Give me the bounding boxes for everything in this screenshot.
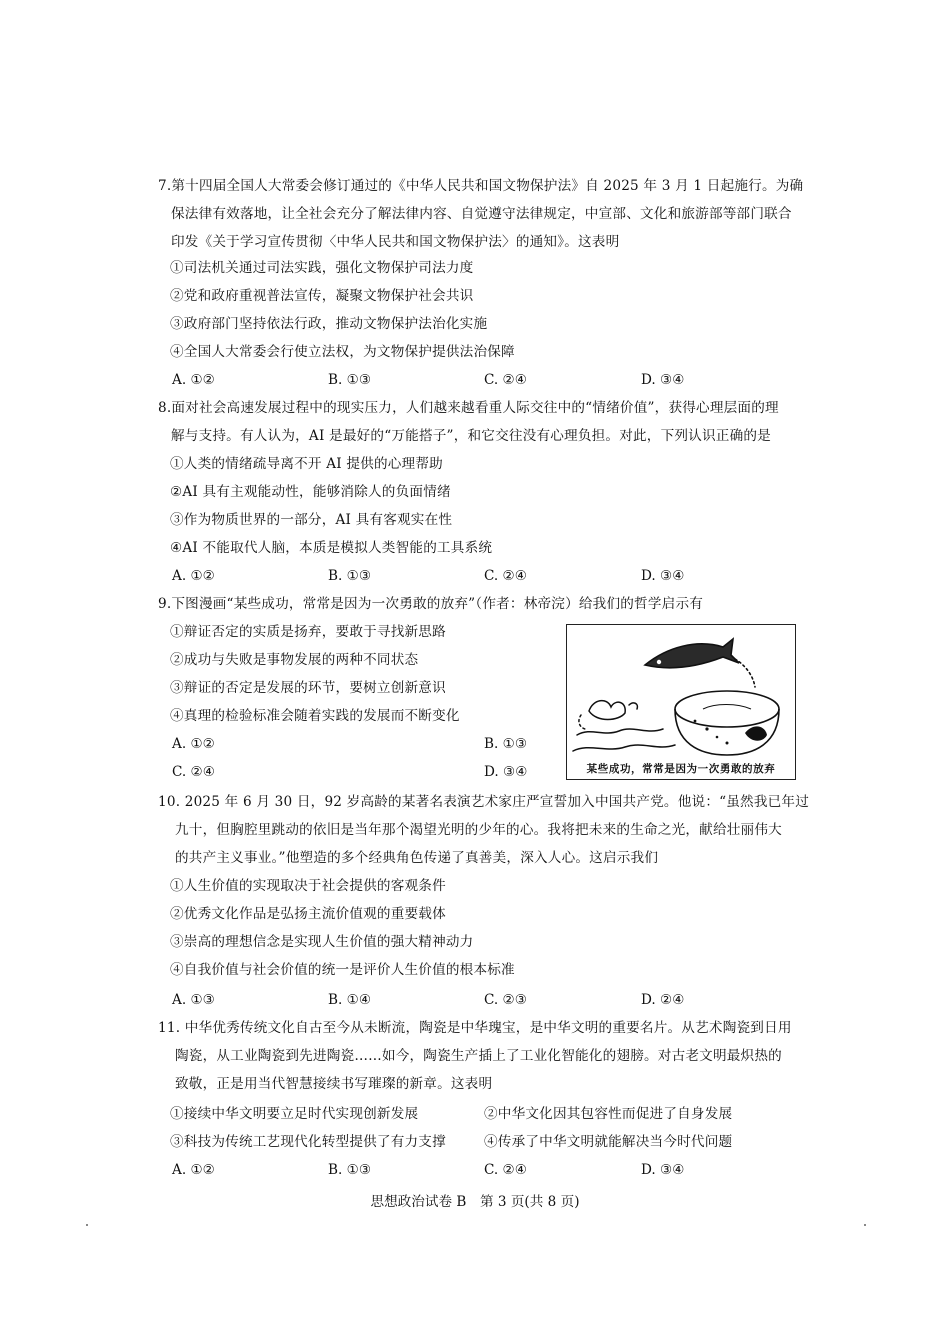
- q8-option-d: D. ③④: [641, 568, 685, 584]
- q10-item-1: ①人生价值的实现取决于社会提供的客观条件: [170, 878, 446, 894]
- q7-stem-line-3: 印发《关于学习宣传贯彻〈中华人民共和国文物保护法〉的通知》。这表明: [171, 234, 620, 250]
- q9-option-a: A. ①②: [172, 736, 215, 752]
- q11-item-2: ②中华文化因其包容性而促进了自身发展: [484, 1106, 733, 1122]
- q10-option-a: A. ①③: [172, 992, 215, 1008]
- scan-speck: [86, 1224, 88, 1226]
- q9-option-b: B. ①③: [484, 736, 528, 752]
- q8-option-a: A. ①②: [172, 568, 215, 584]
- q7-option-a: A. ①②: [172, 372, 215, 388]
- q9-option-d: D. ③④: [484, 764, 528, 780]
- q11-option-d: D. ③④: [641, 1162, 685, 1178]
- q10-item-4: ④自我价值与社会价值的统一是评价人生价值的根本标准: [170, 962, 515, 978]
- q7-item-4: ④全国人大常委会行使立法权，为文物保护提供法治保障: [170, 344, 515, 360]
- page-footer: 思想政治试卷 B 第 3 页(共 8 页): [370, 1194, 580, 1210]
- q7-item-2: ②党和政府重视普法宣传，凝聚文物保护社会共识: [170, 288, 474, 304]
- q10-item-2: ②优秀文化作品是弘扬主流价值观的重要载体: [170, 906, 446, 922]
- q7-stem-line-1: 7.第十四届全国人大常委会修订通过的《中华人民共和国文物保护法》自 2025 年 3 月 1 日起施行。为确: [158, 178, 804, 194]
- q8-item-4: ④AI 不能取代人脑，本质是模拟人类智能的工具系统: [170, 540, 493, 556]
- q11-item-4: ④传承了中华文明就能解决当今时代问题: [484, 1134, 733, 1150]
- q10-item-3: ③崇高的理想信念是实现人生价值的强大精神动力: [170, 934, 474, 950]
- q8-stem-line-2: 解与支持。有人认为，AI 是最好的“万能搭子”，和它交往没有心理负担。对此，下列认识正确的是: [171, 428, 771, 444]
- q8-item-1: ①人类的情绪疏导离不开 AI 提供的心理帮助: [170, 456, 443, 472]
- q11-option-c: C. ②④: [484, 1162, 527, 1178]
- q11-stem-line-2: 陶瓷，从工业陶瓷到先进陶瓷……如今，陶瓷生产插上了工业化智能化的翅膀。对古老文明最炽热的: [175, 1048, 782, 1064]
- q7-option-b: B. ①③: [328, 372, 372, 388]
- q10-stem-line-2: 九十，但胸腔里跳动的依旧是当年那个渴望光明的少年的心。我将把未来的生命之光，献给壮丽伟大: [175, 822, 782, 838]
- q10-option-b: B. ①④: [328, 992, 372, 1008]
- q7-option-c: C. ②④: [484, 372, 527, 388]
- q11-option-a: A. ①②: [172, 1162, 215, 1178]
- q8-option-b: B. ①③: [328, 568, 372, 584]
- cartoon-fish-bowl: [566, 624, 796, 780]
- q11-stem-line-3: 致敬，正是用当代智慧接续书写璀璨的新章。这表明: [175, 1076, 493, 1092]
- q11-stem-line-1: 11. 中华优秀传统文化自古至今从未断流，陶瓷是中华瑰宝，是中华文明的重要名片。从艺术陶瓷到日用: [158, 1020, 792, 1036]
- q9-item-4: ④真理的检验标准会随着实践的发展而不断变化: [170, 708, 460, 724]
- q10-stem-line-3: 的共产主义事业。”他塑造的多个经典角色传递了真善美，深入人心。这启示我们: [175, 850, 659, 866]
- q10-stem-line-1: 10. 2025 年 6 月 30 日，92 岁高龄的某著名表演艺术家庄严宣誓加入中国共产党。他说：“虽然我已年过: [158, 794, 810, 810]
- q8-item-3: ③作为物质世界的一部分，AI 具有客观实在性: [170, 512, 453, 528]
- q9-item-3: ③辩证的否定是发展的环节，要树立创新意识: [170, 680, 446, 696]
- q8-option-c: C. ②④: [484, 568, 527, 584]
- q8-stem-line-1: 8.面对社会高速发展过程中的现实压力，人们越来越看重人际交往中的“情绪价值”，获得心理层面的理: [158, 400, 779, 416]
- cartoon-caption: 某些成功，常常是因为一次勇敢的放弃: [586, 763, 776, 775]
- q9-option-c: C. ②④: [172, 764, 215, 780]
- q9-item-1: ①辩证否定的实质是扬弃，要敢于寻找新思路: [170, 624, 446, 640]
- q11-item-3: ③科技为传统工艺现代化转型提供了有力支撑: [170, 1134, 446, 1150]
- q10-option-c: C. ②③: [484, 992, 527, 1008]
- q11-item-1: ①接续中华文明要立足时代实现创新发展: [170, 1106, 419, 1122]
- q11-option-b: B. ①③: [328, 1162, 372, 1178]
- q10-option-d: D. ②④: [641, 992, 685, 1008]
- q7-option-d: D. ③④: [641, 372, 685, 388]
- q7-item-1: ①司法机关通过司法实践，强化文物保护司法力度: [170, 260, 474, 276]
- cartoon-drawing: [567, 625, 795, 779]
- q7-item-3: ③政府部门坚持依法行政，推动文物保护法治化实施: [170, 316, 488, 332]
- q9-item-2: ②成功与失败是事物发展的两种不同状态: [170, 652, 419, 668]
- q9-stem-line-1: 9.下图漫画“某些成功，常常是因为一次勇敢的放弃”（作者：林帝浣）给我们的哲学启示有: [158, 596, 704, 612]
- q8-item-2: ②AI 具有主观能动性，能够消除人的负面情绪: [170, 484, 451, 500]
- q7-stem-line-2: 保法律有效落地，让全社会充分了解法律内容、自觉遵守法律规定，中宣部、文化和旅游部等部门联合: [171, 206, 792, 222]
- scan-speck: [864, 1224, 866, 1226]
